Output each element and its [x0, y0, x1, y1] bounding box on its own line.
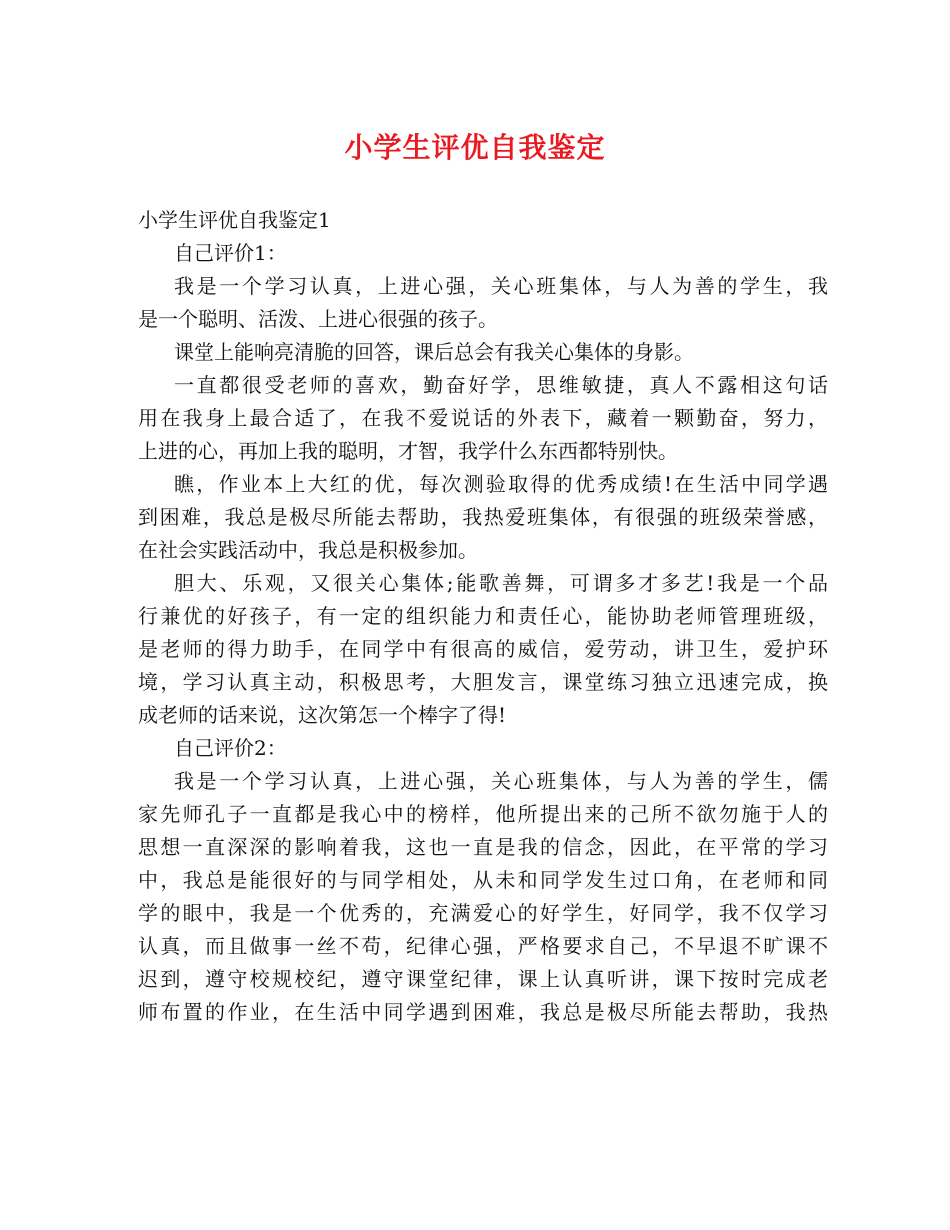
paragraph-line: 认真，而且做事一丝不苟，纪律心强，严格要求自己，不早退不旷课不: [138, 934, 828, 958]
subheading-evaluation-1: 自己评价1：: [174, 241, 287, 265]
paragraph-line: 我是一个学习认真，上进心强，关心班集体，与人为善的学生，儒: [174, 769, 828, 793]
paragraph-line: 境，学习认真主动，积极思考，大胆发言，课堂练习独立迅速完成，换: [138, 670, 828, 694]
paragraph-line: 迟到，遵守校规校纪，遵守课堂纪律，课上认真听讲，课下按时完成老: [138, 967, 828, 991]
paragraph-line: 家先师孔子一直都是我心中的榜样，他所提出来的己所不欲勿施于人的: [138, 802, 828, 826]
paragraph-line: 中，我总是能很好的与同学相处，从未和同学发生过口角，在老师和同: [138, 868, 828, 892]
document-title: 小学生评优自我鉴定: [344, 131, 606, 164]
subheading-evaluation-2: 自己评价2：: [174, 736, 287, 760]
paragraph-line: 我是一个学习认真，上进心强，关心班集体，与人为善的学生，我: [174, 274, 828, 298]
paragraph-line: 师布置的作业，在生活中同学遇到困难，我总是极尽所能去帮助，我热: [138, 1000, 828, 1024]
paragraph-line: 一直都很受老师的喜欢，勤奋好学，思维敏捷，真人不露相这句话: [174, 373, 828, 397]
paragraph-line: 成老师的话来说，这次第怎一个棒字了得!: [138, 703, 507, 727]
paragraph-line: 课堂上能响亮清脆的回答，课后总会有我关心集体的身影。: [174, 340, 694, 364]
paragraph-line: 上进的心，再加上我的聪明，才智，我学什么东西都特别快。: [138, 439, 678, 463]
paragraph-line: 胆大、乐观，又很关心集体;能歌善舞，可谓多才多艺!我是一个品: [174, 571, 828, 595]
paragraph-line: 在社会实践活动中，我总是积极参加。: [138, 538, 478, 562]
paragraph-line: 行兼优的好孩子，有一定的组织能力和责任心，能协助老师管理班级，: [138, 604, 828, 628]
paragraph-line: 用在我身上最合适了，在我不爱说话的外表下，藏着一颗勤奋，努力，: [138, 406, 828, 430]
paragraph-line: 学的眼中，我是一个优秀的，充满爱心的好学生，好同学，我不仅学习: [138, 901, 828, 925]
paragraph-line: 瞧，作业本上大红的优，每次测验取得的优秀成绩!在生活中同学遇: [174, 472, 828, 496]
paragraph-line: 是老师的得力助手，在同学中有很高的威信，爱劳动，讲卫生，爱护环: [138, 637, 828, 661]
document-body: [138, 204, 828, 1029]
paragraph-line: 是一个聪明、活泼、上进心很强的孩子。: [138, 307, 498, 331]
section-heading: 小学生评优自我鉴定1: [138, 208, 331, 232]
paragraph-line: 到困难，我总是极尽所能去帮助，我热爱班集体，有很强的班级荣誉感，: [138, 505, 828, 529]
paragraph-line: 思想一直深深的影响着我，这也一直是我的信念，因此，在平常的学习: [138, 835, 828, 859]
